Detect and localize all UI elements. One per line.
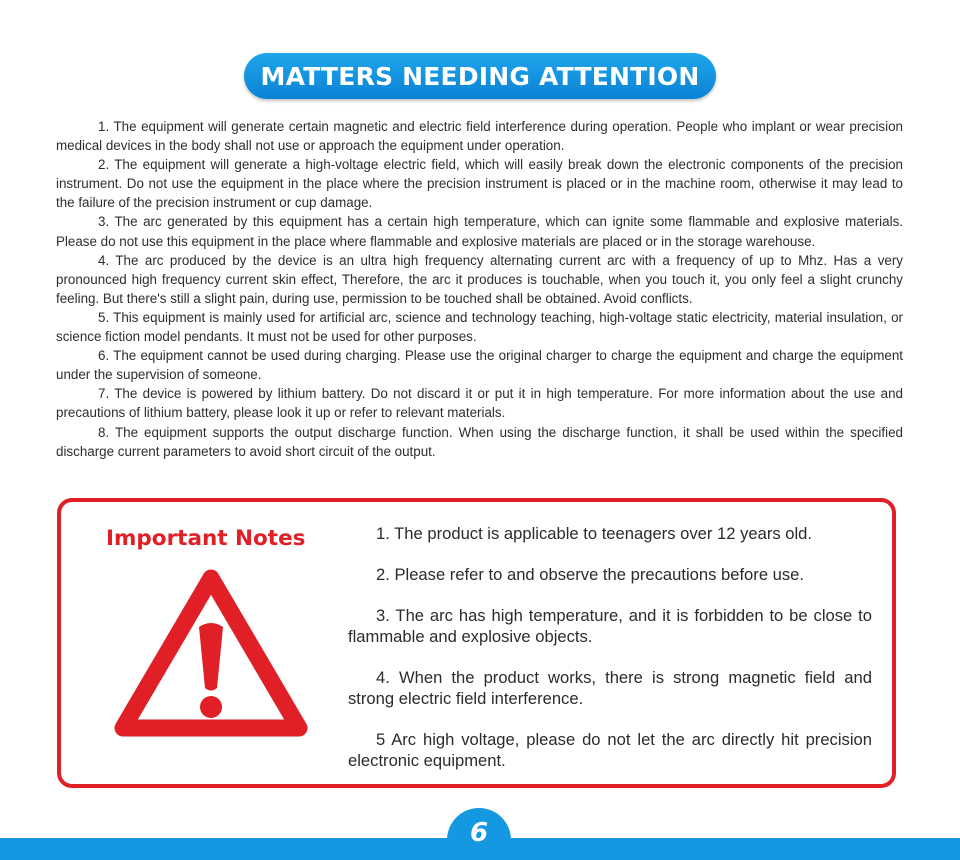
note-item-1: 1. The product is applicable to teenagers over 12 years old. (376, 524, 813, 543)
important-notes-heading: Important Notes (106, 526, 306, 551)
page-number: 6 (469, 818, 489, 848)
note-item-4: 4. When the product works, there is strong magnetic field and strong electric field interference. (348, 668, 872, 708)
attention-item-5: 5. This equipment is mainly used for artificial arc, science and technology teaching, high-voltage static electricity, material insulation, or science fiction model pendants. It must not be used for other purposes. (56, 309, 903, 345)
attention-item-2: 2. The equipment will generate a high-voltage electric field, which will easily break down the electronic components of the precision instrument. Do not use the equipment in the place where the precision instrument is placed or in the machine room, otherwise it may lead to the failure of the precision instrument or cup damage. (56, 157, 903, 211)
attention-item-8: 8. The equipment supports the output discharge function. When using the discharge function, it shall be used within the specified discharge current parameters to avoid short circuit of the output. (56, 424, 903, 459)
attention-list (56, 117, 903, 461)
note-item-2: 2. Please refer to and observe the precautions before use. (376, 565, 805, 584)
title-banner (244, 53, 716, 99)
attention-item-4: 4. The arc produced by the device is an ultra high frequency alternating current arc with a frequency of up to Mhz. Has a very pronounced high frequency current skin effect, Therefore, the arc it produces is touchable, when you touch it, you only feel a slight crunchy feeling. But there's still a slight pain, during use, permission to be touched shall be obtained. Avoid conflicts. (56, 252, 903, 306)
warning-triangle-icon (111, 564, 311, 744)
note-item-5: 5 Arc high voltage, please do not let the arc directly hit precision electronic equipment. (348, 730, 872, 770)
note-item-3: 3. The arc has high temperature, and it is forbidden to be close to flammable and explosive objects. (348, 606, 872, 646)
important-notes-box (57, 498, 896, 788)
page-number-badge (447, 808, 511, 860)
page-title: MATTERS NEEDING ATTENTION (260, 61, 700, 91)
attention-item-3: 3. The arc generated by this equipment has a certain high temperature, which can ignite some flammable and explosive materials. Please do not use this equipment in the place where flammable and explosive materials are placed or in the storage warehouse. (56, 214, 903, 249)
attention-item-6: 6. The equipment cannot be used during charging. Please use the original charger to charge the equipment and charge the equipment under the supervision of someone. (56, 348, 903, 383)
attention-item-7: 7. The device is powered by lithium battery. Do not discard it or put it in high temperature. For more information about the use and precautions of lithium battery, please look it up or refer to relevant materials. (56, 386, 903, 421)
important-notes-list (348, 523, 872, 791)
attention-item-1: 1. The equipment will generate certain magnetic and electric field interference during operation. People who implant or wear precision medical devices in the body shall not use or approach the equipment under operation. (56, 119, 903, 154)
